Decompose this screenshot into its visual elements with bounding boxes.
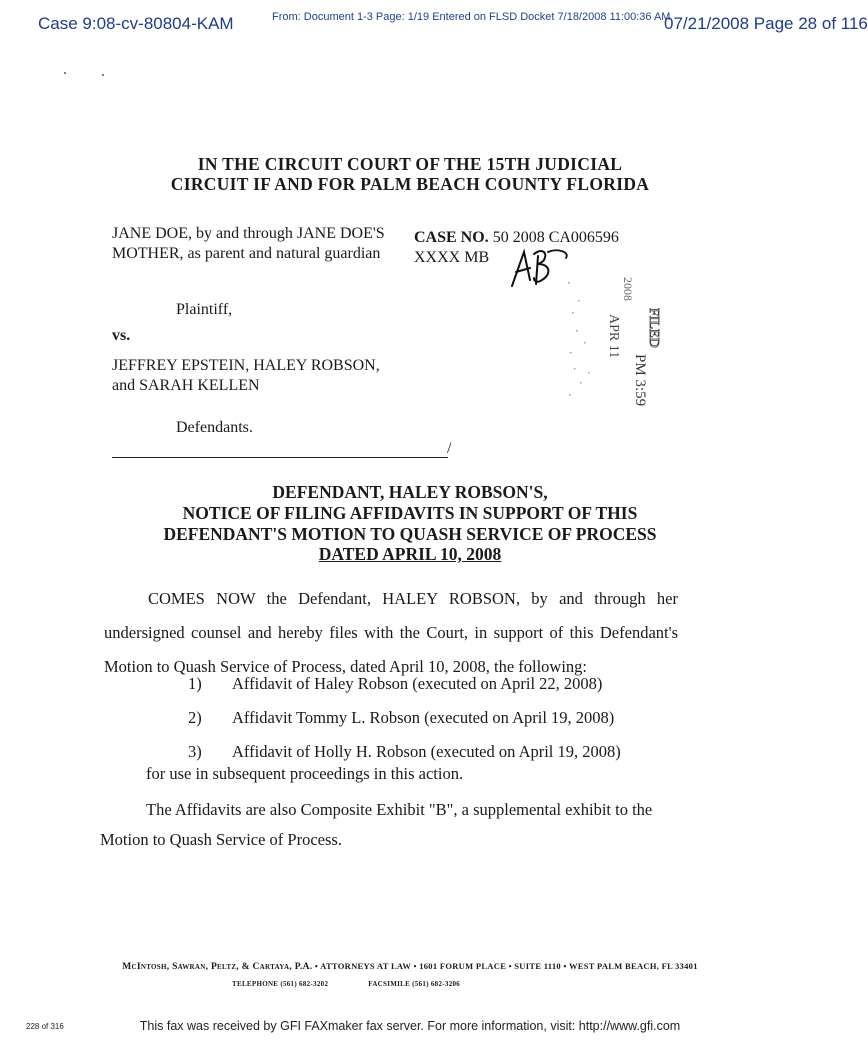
stamp-year: 2008	[621, 277, 635, 301]
law-firm-telephone: TELEPHONE (561) 682-3202	[232, 980, 329, 988]
law-firm-footer	[0, 961, 820, 972]
fax-server-notice: This fax was received by GFI FAXmaker fax server. For more information, visit: http://www.gfi.com	[139, 1019, 681, 1033]
plaintiff-name: JANE DOE, by and through JANE DOE'S MOTHER, as parent and natural guardian	[112, 225, 385, 262]
notice-title-line1: DEFENDANT, HALEY ROBSON'S,	[272, 482, 548, 502]
case-number-label: CASE NO.	[414, 229, 489, 246]
stamp-date: APR 11	[606, 314, 621, 359]
law-firm-name: McIntosh, Sawran, Peltz, & Cartaya, P.A.	[122, 962, 313, 972]
law-firm-address: • ATTORNEYS AT LAW • 1601 FORUM PLACE • SUITE 1110 • WEST PALM BEACH, FL 33401	[314, 961, 698, 971]
court-heading-line1: IN THE CIRCUIT COURT OF THE 15TH JUDICIAL	[197, 154, 623, 174]
scan-specks	[60, 68, 120, 80]
notice-title-date: DATED APRIL 10, 2008	[318, 544, 502, 564]
law-firm-contact	[232, 980, 460, 988]
fax-page-count: 228 of 316	[26, 1022, 64, 1031]
fax-transmission-overlay: From: Document 1-3 Page: 1/19 Entered on FLSD Docket 7/18/2008 11:00:36 AM	[272, 11, 671, 23]
docket-case-number: Case 9:08-cv-80804-KAM	[38, 14, 234, 33]
versus-label: vs.	[112, 327, 131, 344]
case-number-suffix: XXXX MB	[414, 249, 490, 266]
law-firm-facsimile: FACSIMILE (561) 682-3206	[368, 980, 461, 988]
notice-title-line2: NOTICE OF FILING AFFIDAVITS IN SUPPORT OF THIS	[182, 503, 638, 523]
docket-date-page: 07/21/2008 Page 28 of 116	[664, 14, 868, 33]
list-item-number: 1)	[188, 674, 202, 693]
list-item-text: Affidavit of Holly H. Robson (executed on April 19, 2008)	[232, 742, 621, 761]
docket-header	[0, 11, 868, 38]
caption-rule	[112, 457, 448, 458]
plaintiff-role: Plaintiff,	[176, 301, 233, 318]
handwritten-initials	[508, 246, 572, 290]
body-after-list: for use in subsequent proceedings in this action.	[146, 764, 464, 783]
court-heading-line2: CIRCUIT IF AND FOR PALM BEACH COUNTY FLORIDA	[170, 174, 650, 194]
list-item	[188, 667, 621, 701]
list-item-text: Affidavit of Haley Robson (executed on April 22, 2008)	[232, 674, 603, 693]
body-paragraph-2: The Affidavits are also Composite Exhibit "B", a supplemental exhibit to the Motion to Quash Service of Process.	[100, 800, 653, 849]
stamp-time: PM 3:59	[632, 354, 648, 407]
list-item-number: 2)	[188, 708, 202, 727]
body-paragraph-1: COMES NOW the Defendant, HALEY ROBSON, by and through her undersigned counsel and hereby files with the Court, in support of this Defendant's Motion to Quash Service of Process, dated April 10, 2008, the following:	[104, 589, 678, 676]
defendants-role: Defendants.	[176, 419, 253, 436]
stamp-filed: FILED	[646, 308, 661, 348]
case-number-value: 50 2008 CA006596	[492, 229, 619, 246]
notice-title-line3: DEFENDANT'S MOTION TO QUASH SERVICE OF PROCESS	[163, 524, 657, 544]
affidavit-list	[188, 667, 621, 769]
list-item-number: 3)	[188, 742, 202, 761]
caption-slash: /	[447, 440, 452, 457]
defendants-names: JEFFREY EPSTEIN, HALEY ROBSON, and SARAH KELLEN	[112, 357, 380, 394]
list-item-text: Affidavit Tommy L. Robson (executed on April 19, 2008)	[232, 708, 615, 727]
clerk-filing-stamp	[566, 272, 666, 422]
list-item	[188, 701, 621, 735]
